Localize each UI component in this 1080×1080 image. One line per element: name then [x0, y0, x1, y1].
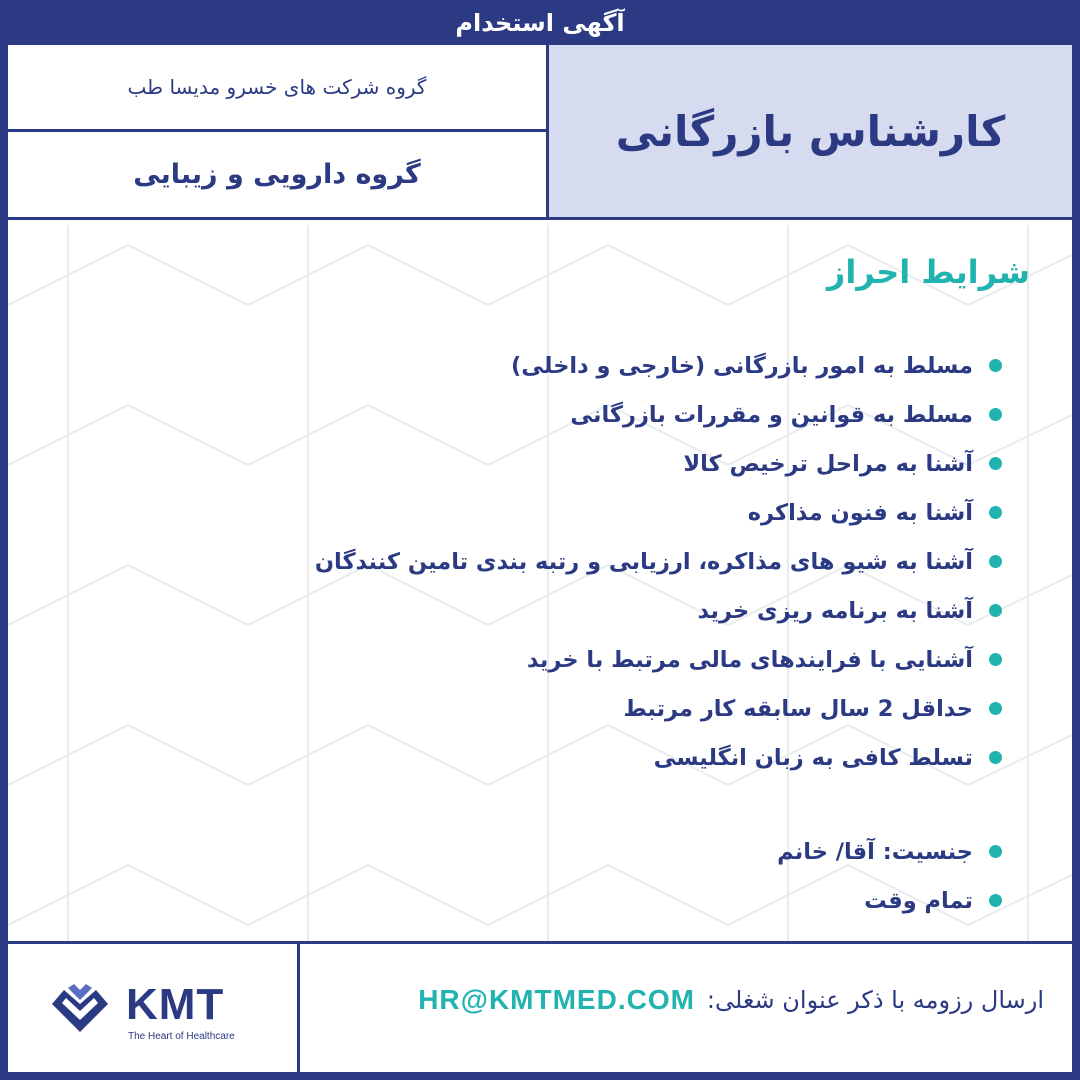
bullet-dot-icon	[989, 359, 1002, 372]
bullet-dot-icon	[989, 702, 1002, 715]
list-item: مسلط به قوانین و مقررات بازرگانی	[315, 390, 1002, 439]
list-item: حداقل 2 سال سابقه کار مرتبط	[315, 684, 1002, 733]
bullet-dot-icon	[989, 408, 1002, 421]
footer	[8, 941, 1072, 1072]
banner-title: آگهی استخدام	[455, 8, 625, 37]
company-name: گروه شرکت های خسرو مدیسا طب	[127, 75, 427, 99]
list-item: تمام وقت	[777, 876, 1002, 925]
email-link[interactable]: HR@KMTMED.COM	[418, 984, 695, 1015]
logo-text: KMT	[126, 980, 225, 1029]
logo-tagline: The Heart of Healthcare	[128, 1031, 235, 1042]
bullet-dot-icon	[989, 555, 1002, 568]
requirements-title: شرایط احراز	[826, 253, 1030, 291]
list-item: مسلط به امور بازرگانی (خارجی و داخلی)	[315, 341, 1002, 390]
bullet-dot-icon	[989, 604, 1002, 617]
group-name: گروه دارویی و زیبایی	[133, 159, 421, 190]
bullet-dot-icon	[989, 751, 1002, 764]
company-box	[8, 45, 546, 132]
job-title: کارشناس بازرگانی	[615, 106, 1006, 156]
list-item: آشنا به مراحل ترخیص کالا	[315, 439, 1002, 488]
bullet-dot-icon	[989, 506, 1002, 519]
group-box	[8, 132, 546, 220]
heart-logo-icon	[48, 982, 112, 1034]
list-item: تسلط کافی به زبان انگلیسی	[315, 733, 1002, 782]
contact-line	[418, 984, 1044, 1016]
job-title-box	[546, 45, 1072, 220]
bullet-dot-icon	[989, 653, 1002, 666]
poster-body	[8, 45, 1072, 1072]
header-row	[8, 45, 1072, 220]
contact-label: ارسال رزومه با ذکر عنوان شغلی:	[706, 986, 1044, 1014]
bullet-dot-icon	[989, 845, 1002, 858]
bullet-dot-icon	[989, 894, 1002, 907]
requirements-list	[315, 341, 1002, 782]
list-item: آشنایی با فرایندهای مالی مرتبط با خرید	[315, 635, 1002, 684]
list-item: جنسیت: آقا/ خانم	[777, 827, 1002, 876]
logo	[8, 944, 300, 1072]
bullet-dot-icon	[989, 457, 1002, 470]
list-item: آشنا به برنامه ریزی خرید	[315, 586, 1002, 635]
list-item: آشنا به شیو های مذاکره، ارزیابی و رتبه بندی تامین کنندگان	[315, 537, 1002, 586]
list-item: آشنا به فنون مذاکره	[315, 488, 1002, 537]
job-details-list	[777, 827, 1002, 925]
